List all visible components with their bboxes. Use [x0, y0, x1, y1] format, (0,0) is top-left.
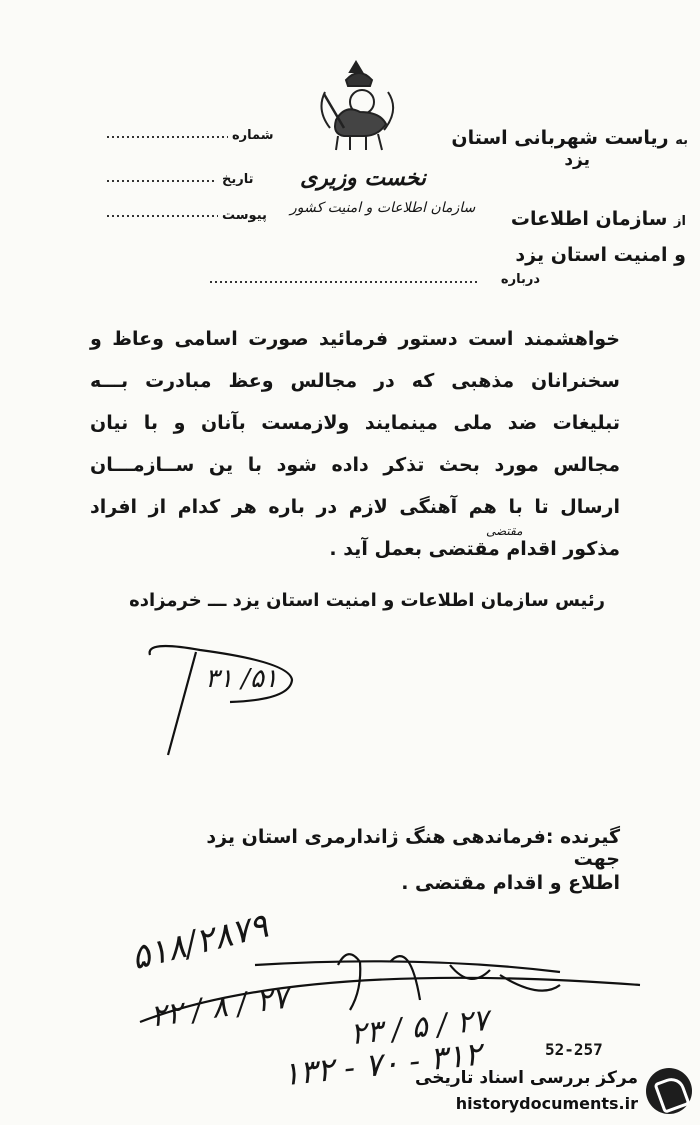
- body-line-3: تبلیغات ضد ملی مینمایند ولازمست بآنان و با نیان: [90, 412, 620, 434]
- from-text-2: و امنیت استان یزد: [515, 244, 686, 266]
- signature-scribble: [150, 646, 292, 755]
- from-line: [466, 208, 686, 230]
- handwritten-stamp-2: سازمان اطلاعات و امنیت کشور: [290, 200, 476, 216]
- signature-date: ۵۱/ ۳۱: [205, 664, 278, 694]
- recipient-line-2: اطلاع و اقدام مقتضی .: [401, 872, 620, 894]
- watermark-url: historydocuments.ir: [455, 1094, 638, 1113]
- handwritten-mid-date: ۲۷ / ۵ / ۲۳: [348, 1002, 491, 1053]
- date-label: تاریخ: [222, 172, 254, 187]
- handwritten-insert: مقتضی: [486, 524, 523, 538]
- lion-and-sun-emblem: [321, 62, 393, 150]
- number-label: شماره: [232, 128, 274, 143]
- body-line-4: مجالس مورد بحث تذکر داده شود با ین ســازمـــان: [90, 454, 620, 476]
- to-line: [388, 127, 688, 149]
- handwritten-bottom-number: ۳۱۲ - ۷۰ - ۱۳۲: [280, 1034, 484, 1094]
- from-text: سازمان اطلاعات: [510, 208, 668, 230]
- about-label: درباره: [500, 272, 540, 287]
- body-line-5: ارسال تا با هم آهنگی لازم در باره هر کدام از افراد: [90, 496, 620, 518]
- watermark-title: مرکز بررسی اسناد تاریخی: [415, 1068, 638, 1088]
- body-line-2: سخنرانان مذهبی که در مجالس وعظ مبادرت بـــه: [90, 370, 620, 392]
- handwritten-left-number: ۵۱۸/۲۸۷۹: [127, 905, 273, 979]
- handwritten-stamp: نخست وزیری: [300, 165, 426, 191]
- document-archive-logo-icon: [646, 1068, 692, 1114]
- from-label: از: [674, 214, 686, 229]
- to-label: به: [675, 133, 688, 148]
- to-city: یزد: [564, 150, 590, 170]
- to-text: ریاست شهربانی استان: [451, 127, 669, 149]
- document-code: 52-257: [545, 1040, 603, 1059]
- signature-line: رئیس سازمان اطلاعات و امنیت استان یزد ـــ خرمزاده: [129, 590, 605, 611]
- attachment-label: پیوست: [222, 208, 267, 223]
- body-line-1: خواهشمند است دستور فرمائید صورت اسامی وعاظ و: [90, 328, 620, 350]
- watermark: [400, 1062, 700, 1122]
- handwritten-left-date: ۲۷ / ۸ / ۲۲: [148, 980, 291, 1035]
- recipient-line-1: گیرنده :فرماندهی هنگ ژاندارمری استان یزد جهت: [206, 826, 620, 870]
- body-line-6: مذکور اقدام مقتضی بعمل آید .: [329, 538, 620, 560]
